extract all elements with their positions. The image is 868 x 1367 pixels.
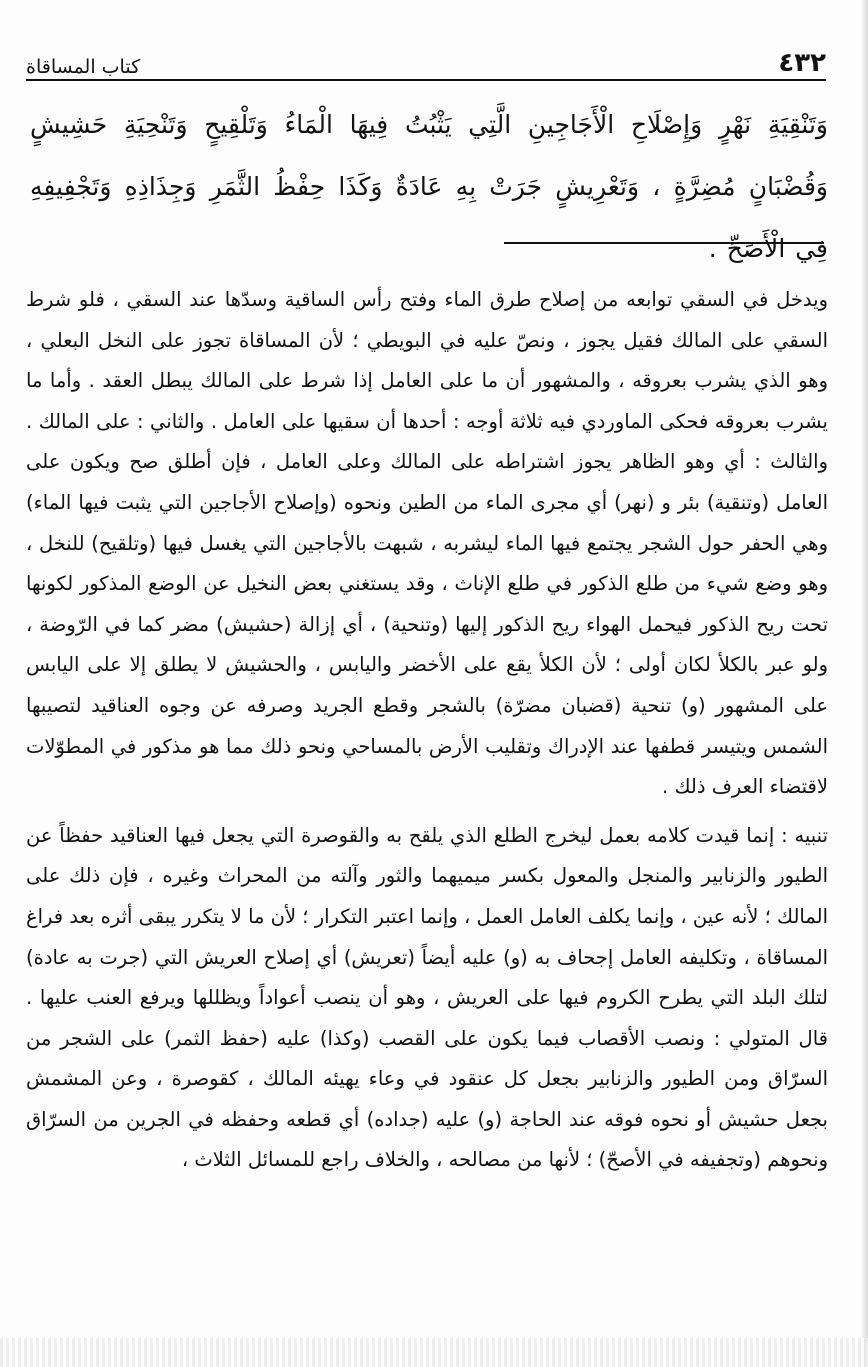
page-header <box>26 40 826 78</box>
scan-bottom-edge <box>0 1338 868 1367</box>
commentary-paragraph-note: تنبيه : إنما قيدت كلامه بعمل ليخرج الطلع الذي يلقح به والقوصرة التي يجعل فيها العناقيد حفظاً عن الطيور والزنابير والمنجل والمعول بكسر ميميهما والثور وآلته من المحراث وغيره ، فإن ذلك على المالك ؛ لأنه عين ، وإنما يكلف العامل العمل ، وإنما اعتبر التكرار ؛ لأن ما لا يتكرر يبقى أثره بعد فراغ المساقاة ، وتكليفه العامل إجحاف به (و) عليه أيضاً (تعريش) أي إصلاح العريش التي (جرت به عادة) لتلك البلد التي يطرح الكروم فيها على العريش ، وهو أن ينصب أعواداً ويظللها ويرفع العنب عليها . قال المتولي : ونصب الأقصاب فيما يكون على القصب (وكذا) عليه (حفظ الثمر) على الشجر من السرّاق ومن الطيور والزنابير بجعل كل عنقود في وعاء يهيئه المالك ، كقوصرة ، وعن المشمش بجعل حشيش أو نحوه فوقه عند الحاجة (و) عليه (جداده) أي قطعه وحفظه في الجرين من السرّاق ونحوهم (وتجفيفه في الأصحّ) ؛ لأنها من مصالحه ، والخلاف راجع للمسائل الثلاث ، <box>26 823 828 1172</box>
footnote-separator <box>504 242 824 244</box>
page-number: ٤٣٢ <box>778 48 826 78</box>
commentary-paragraph: ويدخل في السقي توابعه من إصلاح طرق الماء وفتح رأس الساقية وسدّها عند السقي ، فلو شرط السقي على المالك فقيل يجوز ، ونصّ عليه في البويطي ؛ لأن المساقاة تجوز على النخل البعلي ، وهو الذي يشرب بعروقه ، والمشهور أن ما على العامل إذا شرط على المالك يبطل العقد . وأما ما يشرب بعروقه فحكى الماوردي فيه ثلاثة أوجه : أحدها أن سقيها على العامل . والثاني : على المالك . والثالث : أي وهو الظاهر يجوز اشتراطه على المالك وعلى العامل ، فإن أطلق صح ويكون على العامل (وتنقية) بئر و (نهر) أي مجرى الماء من الطين ونحوه (وإصلاح الأجاجين التي يثبت فيها الماء) وهي الحفر حول الشجر يجتمع فيها الماء ليشربه ، شبهت بالأجاجين التي يغسل فيها (وتلقيح) للنخل ، وهو وضع شيء من طلع الذكور في طلع الإناث ، وقد يستغني بعض النخيل عن الوضع المذكور لكونها تحت ريح الذكور فيحمل الهواء ريح الذكور إليها (وتنحية) ، أي إزالة (حشيش) مضر كما في الرّوضة ، ولو عبر بالكلأ لكان أولى ؛ لأن الكلأ يقع على الأخضر واليابس ، والحشيش لا يطلق إلا على اليابس على المشهور (و) تنحية (قضبان مضرّة) بالشجر وقطع الجريد وصرفه عن وجوه العناقيد لتصيبها الشمس ويتيسر قطفها عند الإدراك وتقليب الأرض بالمساحي ونحو ذلك مما هو مذكور في المطوّلات لاقتضاء العرف ذلك . <box>26 288 828 799</box>
commentary-body <box>26 280 828 1181</box>
header-rule <box>26 79 826 81</box>
matn-text: وَتَنْقِيَةِ نَهْرٍ وَإِصْلَاحِ الْأَجَاجِينِ الَّتِي يَثْبُتُ فِيهَا الْمَاءُ وَتَلْقِيحٍ وَتَنْحِيَةِ حَشِيشٍ وَقُضْبَانٍ مُضِرَّةٍ ، وَتَعْرِيشٍ جَرَتْ بِهِ عَادَةٌ وَكَذَا حِفْظُ الثَّمَرِ وَجِذَاذِهِ وَتَجْفِيفِهِ فِي الْأَصَحِّ . <box>30 110 828 263</box>
page-spine-shadow <box>860 0 868 1367</box>
running-title: كتاب المساقاة <box>26 56 141 78</box>
